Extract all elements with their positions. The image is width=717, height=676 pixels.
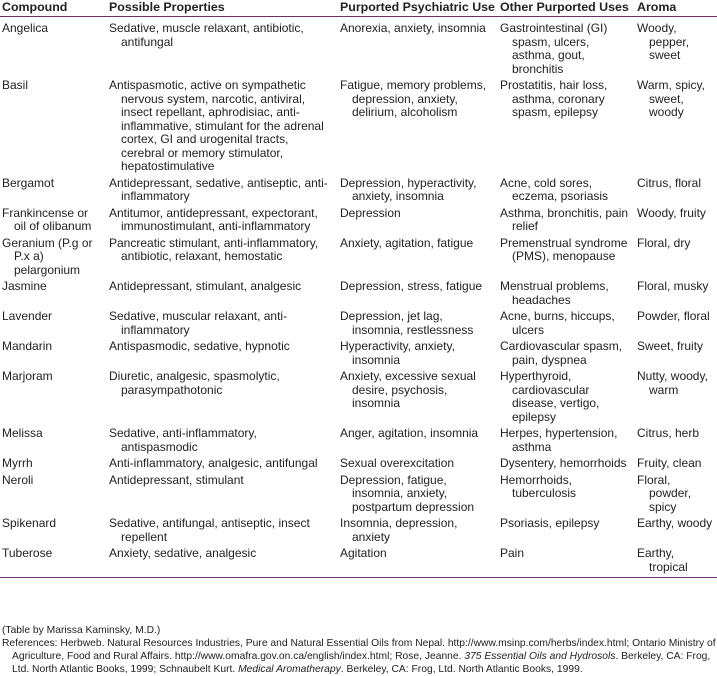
cell-aroma [635, 207, 717, 237]
cell-other [498, 474, 635, 518]
properties-text: Anxiety, sedative, analgesic [109, 546, 257, 560]
header-other-uses: Other Purported Uses [498, 0, 635, 17]
header-psychiatric-use: Purported Psychiatric Use [338, 0, 498, 17]
cell-compound [0, 547, 107, 577]
cell-properties [107, 79, 338, 177]
cell-aroma [635, 79, 717, 177]
properties-text: Sedative, anti-inflammatory, antispasmodic [109, 426, 257, 454]
table-row [0, 340, 717, 370]
psychiatric-text: Depression, jet lag, insomnia, restlessness [340, 309, 474, 337]
cell-properties [107, 370, 338, 427]
references-text: . Berkeley, CA: Frog, Ltd. North Atlantic Books, 1999; Schnaubelt Kurt. [12, 651, 711, 675]
cell-other [498, 427, 635, 457]
aroma-text: Fruity, clean [637, 456, 702, 470]
cell-other [498, 370, 635, 427]
aroma-text: Nutty, woody, warm [637, 369, 708, 397]
properties-text: Diuretic, analgesic, spasmolytic, parasympathotonic [109, 369, 280, 397]
cell-psychiatric [338, 457, 498, 474]
cell-other [498, 517, 635, 547]
properties-text: Anti-inflammatory, analgesic, antifungal [109, 456, 318, 470]
cell-aroma [635, 340, 717, 370]
cell-properties [107, 177, 338, 207]
header-aroma: Aroma [635, 0, 717, 17]
cell-compound [0, 517, 107, 547]
properties-text: Antidepressant, sedative, antiseptic, anti-inflammatory [109, 175, 328, 203]
aroma-text: Earthy, woody [637, 516, 713, 530]
table-row [0, 474, 717, 518]
cell-properties [107, 457, 338, 474]
cell-properties [107, 547, 338, 577]
other-uses-text: Psoriasis, epilepsy [500, 516, 600, 530]
references [0, 637, 717, 676]
aroma-text: Powder, floral [637, 309, 710, 323]
cell-compound [0, 370, 107, 427]
cell-psychiatric [338, 517, 498, 547]
cell-other [498, 280, 635, 310]
cell-compound [0, 207, 107, 237]
properties-text: Antitumor, antidepressant, expectorant, immunostimulant, anti-inflammatory [109, 205, 318, 233]
table-row [0, 370, 717, 427]
cell-aroma [635, 17, 717, 80]
cell-aroma [635, 310, 717, 340]
aroma-text: Warm, spicy, sweet, woody [637, 78, 705, 119]
cell-other [498, 340, 635, 370]
aroma-text: Woody, fruity [637, 205, 706, 220]
other-uses-text: Menstrual problems, headaches [500, 279, 609, 307]
cell-properties [107, 237, 338, 281]
table-row [0, 207, 717, 237]
book-title-medical-aromatherapy: Medical Aromatherapy [238, 664, 341, 675]
psychiatric-text: Depression, stress, fatigue [340, 279, 483, 293]
cell-properties [107, 474, 338, 518]
compound-name: Angelica [2, 21, 49, 35]
cell-compound [0, 17, 107, 80]
cell-compound [0, 474, 107, 518]
compound-name: Jasmine [2, 279, 47, 293]
cell-aroma [635, 547, 717, 577]
aroma-text: Earthy, tropical [637, 546, 688, 574]
table-body [0, 17, 717, 578]
compound-name: Bergamot [2, 175, 55, 190]
table-row [0, 457, 717, 474]
psychiatric-text: Anorexia, anxiety, insomnia [340, 21, 486, 35]
table-row [0, 517, 717, 547]
aroma-text: Floral, powder, spicy [637, 472, 692, 514]
aroma-text: Woody, pepper, sweet [637, 21, 690, 62]
cell-properties [107, 280, 338, 310]
psychiatric-text: Anxiety, excessive sexual desire, psychosis, insomnia [340, 369, 476, 410]
compound-name: Marjoram [2, 369, 53, 383]
cell-properties [107, 340, 338, 370]
other-uses-text: Hyperthyroid, cardiovascular disease, vertigo, epilepsy [500, 369, 600, 424]
book-title-essential-oils: 375 Essential Oils and Hydrosols [464, 651, 616, 662]
psychiatric-text: Depression, hyperactivity, anxiety, insomnia [340, 175, 477, 203]
table-notes [0, 624, 717, 676]
psychiatric-text: Insomnia, depression, anxiety [340, 516, 458, 544]
psychiatric-text: Anxiety, agitation, fatigue [340, 235, 474, 250]
table-row [0, 79, 717, 177]
compound-name: Lavender [2, 309, 53, 323]
cell-other [498, 207, 635, 237]
cell-compound [0, 457, 107, 474]
compound-name: Basil [2, 78, 29, 92]
compound-name: Melissa [2, 426, 43, 440]
table-row [0, 280, 717, 310]
table-row [0, 427, 717, 457]
cell-other [498, 79, 635, 177]
cell-properties [107, 427, 338, 457]
psychiatric-text: Depression, fatigue, insomnia, anxiety, postpartum depression [340, 472, 475, 514]
table-header-row [0, 0, 717, 17]
table-row [0, 17, 717, 80]
other-uses-text: Premenstrual syndrome (PMS), menopause [500, 235, 628, 263]
properties-text: Sedative, antifungal, antiseptic, insect repellent [109, 516, 310, 544]
cell-compound [0, 310, 107, 340]
cell-psychiatric [338, 310, 498, 340]
compound-name: Spikenard [2, 516, 57, 530]
cell-compound [0, 280, 107, 310]
cell-psychiatric [338, 280, 498, 310]
aroma-text: Citrus, floral [637, 175, 702, 190]
other-uses-text: Dysentery, hemorrhoids [500, 456, 627, 470]
cell-properties [107, 207, 338, 237]
properties-text: Sedative, muscle relaxant, antibiotic, antifungal [109, 21, 304, 49]
table-row [0, 237, 717, 281]
properties-text: Antidepressant, stimulant, analgesic [109, 279, 302, 293]
compound-name: Frankincense or oil of olibanum [2, 205, 92, 233]
cell-psychiatric [338, 340, 498, 370]
properties-text: Sedative, muscular relaxant, anti-inflammatory [109, 309, 288, 337]
other-uses-text: Cardiovascular spasm, pain, dyspnea [500, 339, 623, 367]
cell-psychiatric [338, 474, 498, 518]
other-uses-text: Prostatitis, hair loss, asthma, coronary spasm, epilepsy [500, 78, 608, 119]
aroma-text: Floral, dry [637, 235, 691, 250]
cell-aroma [635, 474, 717, 518]
table-credit: (Table by Marissa Kaminsky, M.D.) [2, 625, 161, 636]
cell-aroma [635, 280, 717, 310]
cell-compound [0, 340, 107, 370]
references-text: References: Herbweb. Natural Resources Industries, Pure and Natural Essential Oils from Nepal. http://www.msinp.com/herbs/index.html; Ontario Ministry of Agriculture, Food and Rural Affairs. http://www.omafra.gov.on.ca/english/index.html; Rose, Jeanne. [2, 638, 716, 662]
other-uses-text: Pain [500, 546, 525, 560]
table-row [0, 547, 717, 577]
cell-properties [107, 517, 338, 547]
psychiatric-text: Sexual overexcitation [340, 456, 455, 470]
compound-name: Tuberose [2, 546, 53, 560]
compound-name: Geranium (P.g or P.x a) pelargonium [2, 235, 93, 277]
cell-other [498, 457, 635, 474]
psychiatric-text: Fatigue, memory problems, depression, anxiety, delirium, alcoholism [340, 78, 487, 119]
cell-compound [0, 177, 107, 207]
psychiatric-text: Anger, agitation, insomnia [340, 426, 479, 440]
cell-other [498, 17, 635, 80]
header-compound: Compound [0, 0, 107, 17]
aroma-text: Citrus, herb [637, 426, 700, 440]
cell-properties [107, 310, 338, 340]
other-uses-text: Asthma, bronchitis, pain relief [500, 205, 629, 233]
cell-psychiatric [338, 370, 498, 427]
psychiatric-text: Agitation [340, 546, 387, 560]
cell-psychiatric [338, 237, 498, 281]
properties-text: Antidepressant, stimulant [109, 472, 244, 487]
table-bottom-rule [0, 577, 717, 578]
cell-aroma [635, 517, 717, 547]
table-row [0, 177, 717, 207]
cell-other [498, 237, 635, 281]
psychiatric-text: Hyperactivity, anxiety, insomnia [340, 339, 455, 367]
compound-name: Myrrh [2, 456, 33, 470]
compound-name: Mandarin [2, 339, 53, 353]
other-uses-text: Gastrointestinal (GI) spasm, ulcers, asthma, gout, bronchitis [500, 21, 608, 76]
cell-psychiatric [338, 177, 498, 207]
other-uses-text: Acne, burns, hiccups, ulcers [500, 309, 615, 337]
other-uses-text: Herpes, hypertension, asthma [500, 426, 618, 454]
cell-properties [107, 17, 338, 80]
cell-aroma [635, 237, 717, 281]
references-text: . Berkeley, CA: Frog, Ltd. North Atlantic Books, 1999. [340, 664, 583, 675]
cell-compound [0, 427, 107, 457]
psychiatric-text: Depression [340, 205, 401, 220]
cell-aroma [635, 370, 717, 427]
properties-text: Antispasmotic, active on sympathetic nervous system, narcotic, antiviral, insect repellant, aphrodisiac, anti-inflammative, stimulant for the adrenal cortex, GI and urogenital tracts, cerebral or memory stimulator, hepatostimulative [109, 78, 324, 173]
other-uses-text: Hemorrhoids, tuberculosis [500, 472, 577, 500]
cell-psychiatric [338, 79, 498, 177]
properties-text: Pancreatic stimulant, anti-inflammatory, antibiotic, relaxant, hemostatic [109, 235, 319, 263]
aroma-text: Floral, musky [637, 279, 709, 293]
cell-psychiatric [338, 207, 498, 237]
cell-compound [0, 237, 107, 281]
properties-text: Antispasmodic, sedative, hypnotic [109, 339, 290, 353]
header-possible-properties: Possible Properties [107, 0, 338, 17]
other-uses-text: Acne, cold sores, eczema, psoriasis [500, 175, 609, 203]
table-row [0, 310, 717, 340]
cell-other [498, 547, 635, 577]
cell-psychiatric [338, 547, 498, 577]
aroma-text: Sweet, fruity [637, 339, 704, 353]
cell-psychiatric [338, 17, 498, 80]
compound-name: Neroli [2, 472, 34, 487]
cell-aroma [635, 457, 717, 474]
cell-other [498, 310, 635, 340]
cell-psychiatric [338, 427, 498, 457]
cell-aroma [635, 427, 717, 457]
cell-other [498, 177, 635, 207]
cell-aroma [635, 177, 717, 207]
cell-compound [0, 79, 107, 177]
